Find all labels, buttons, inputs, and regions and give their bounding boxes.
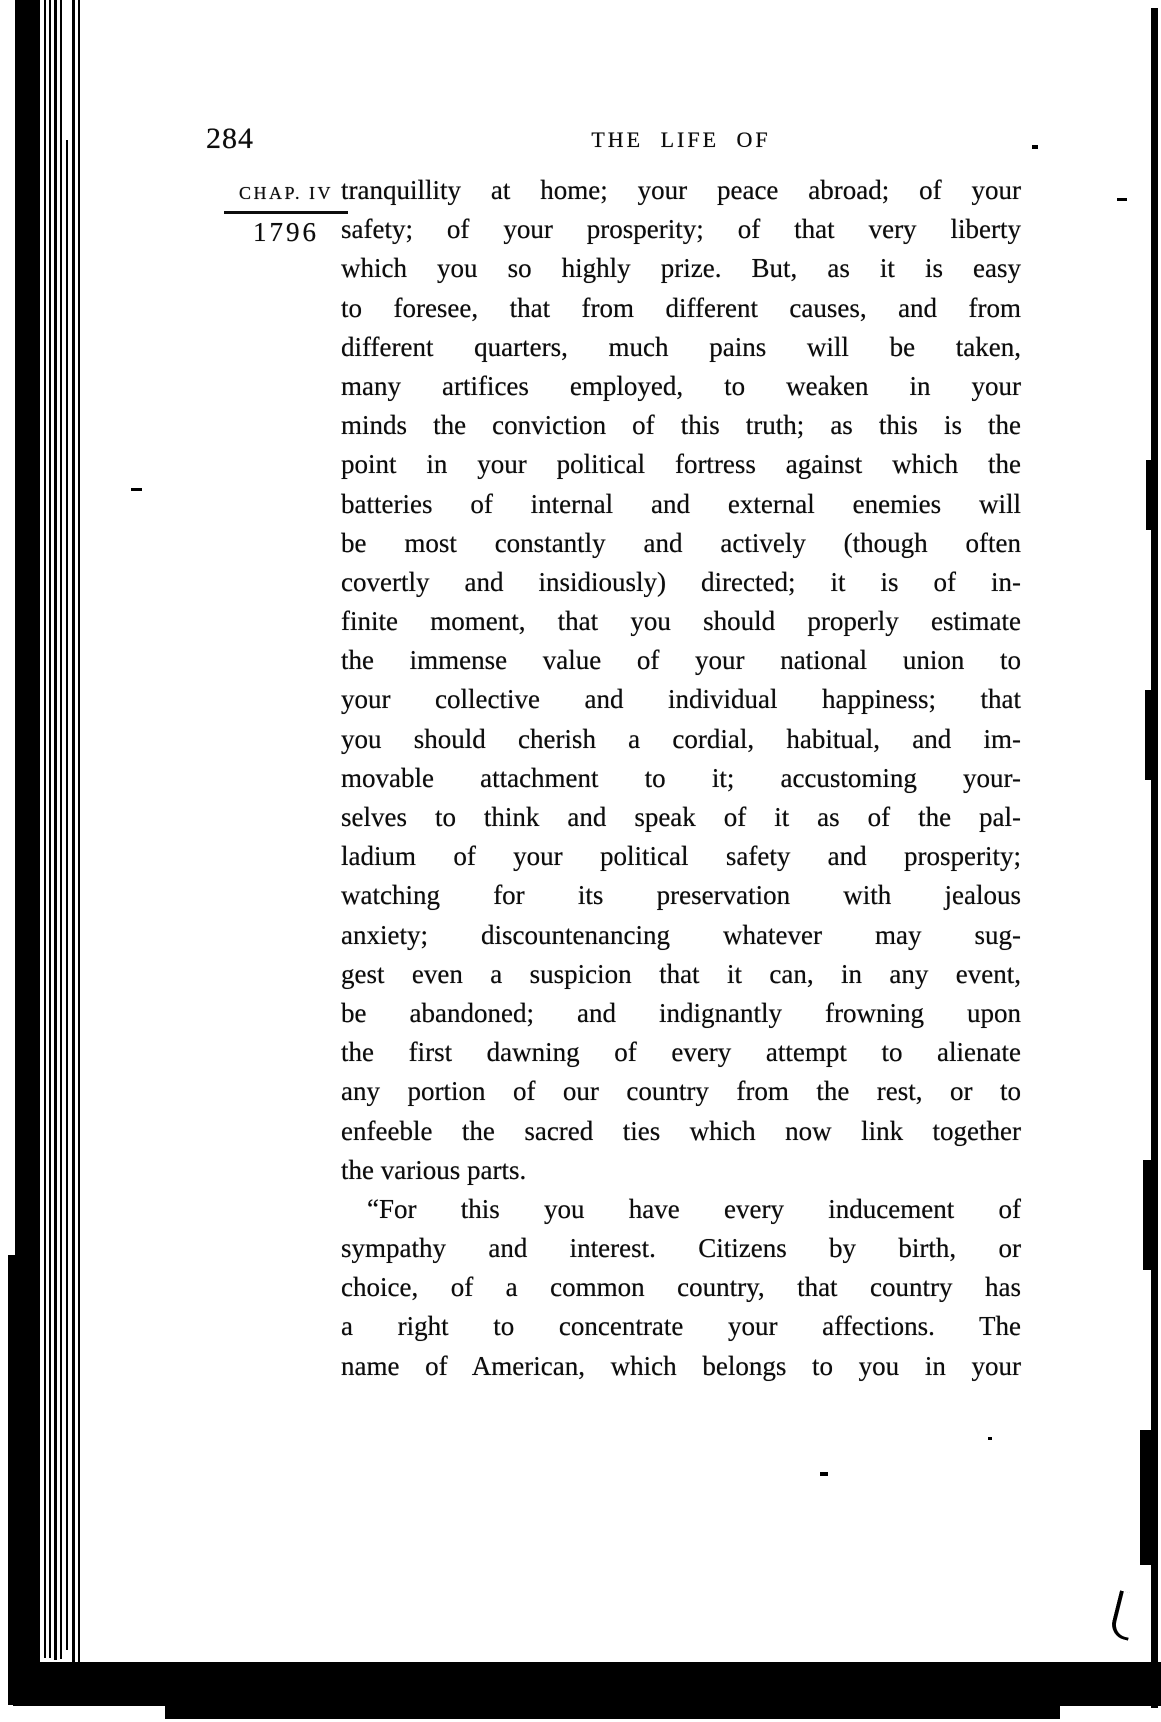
text-line: gest even a suspicion that it can, in any event, — [341, 958, 1021, 989]
scan-artifact-gutter-line — [78, 0, 80, 1662]
scan-artifact-right-blob — [1143, 1160, 1153, 1270]
scan-artifact-gutter-line — [60, 0, 62, 1659]
scan-artifact-right-blob — [1145, 690, 1155, 780]
text-line: many artifices employed, to weaken in your — [341, 370, 1021, 401]
text-line: covertly and insidiously) directed; it is of in- — [341, 566, 1021, 597]
scan-artifact-bottom-band — [13, 1662, 1161, 1706]
text-line: to foresee, that from different causes, and from — [341, 292, 1021, 323]
sidenote — [224, 183, 348, 248]
text-line: different quarters, much pains will be taken, — [341, 331, 1021, 362]
text-line: a right to concentrate your affections. The — [341, 1311, 1021, 1342]
text-line: finite moment, that you should properly estimate — [341, 606, 1021, 637]
page-number: 284 — [206, 122, 254, 155]
scan-artifact-speck — [131, 488, 142, 491]
scan-artifact-speck — [820, 1472, 828, 1476]
text-line: enfeeble the sacred ties which now link together — [341, 1115, 1021, 1146]
scan-artifact-right-blob — [1130, 1678, 1148, 1692]
text-line: “For this you have every inducement of — [367, 1193, 1021, 1224]
text-line: ladium of your political safety and prosperity; — [341, 841, 1021, 872]
scan-artifact-speck — [1117, 198, 1127, 201]
text-line: you should cherish a cordial, habitual, and im- — [341, 723, 1021, 754]
scan-artifact-left-bar-widen — [8, 1255, 24, 1705]
scan-artifact-bottom-streak — [165, 1706, 1060, 1719]
sidenote-chapter: CHAP. IV — [238, 183, 333, 203]
text-line: watching for its preservation with jealous — [341, 880, 1021, 911]
scan-artifact-speck — [988, 1437, 992, 1440]
text-line: your collective and individual happiness; that — [341, 684, 1021, 715]
scan-artifact-curl-mark — [1109, 1590, 1140, 1640]
scan-artifact-right-blob — [1140, 1430, 1153, 1565]
text-line: any portion of our country from the rest, or to — [341, 1076, 1021, 1107]
sidenote-rule — [224, 211, 348, 214]
scan-artifact-gutter-line — [49, 0, 51, 1658]
text-line: the immense value of your national union to — [341, 645, 1021, 676]
text-line: the first dawning of every attempt to alienate — [341, 1037, 1021, 1068]
running-header: THE LIFE OF — [591, 127, 771, 152]
text-line: name of American, which belongs to you in your — [341, 1350, 1021, 1381]
scan-artifact-right-blob — [1146, 460, 1155, 530]
body-text — [341, 171, 1021, 1386]
text-line: batteries of internal and external enemies will — [341, 488, 1021, 519]
scan-artifact-gutter-line — [66, 140, 68, 1650]
text-line: movable attachment to it; accustoming your- — [341, 762, 1021, 793]
text-line: selves to think and speak of it as of the pal- — [341, 802, 1021, 832]
text-line: be most constantly and actively (though often — [341, 527, 1021, 558]
scan-artifact-speck — [1032, 145, 1038, 149]
text-line: safety; of your prosperity; of that very liberty — [341, 214, 1021, 245]
sidenote-year: 1796 — [253, 217, 319, 247]
text-line: be abandoned; and indignantly frowning upon — [341, 997, 1021, 1028]
text-line: minds the conviction of this truth; as this is the — [341, 410, 1021, 441]
scan-artifact-gutter-line — [44, 0, 46, 1658]
text-line: tranquillity at home; your peace abroad; of your — [341, 175, 1021, 205]
text-line: point in your political fortress against which the — [341, 449, 1021, 480]
scan-artifact-gutter-line — [54, 0, 57, 1660]
scan-artifact-gutter-line — [72, 0, 75, 1662]
text-line: the various parts. — [341, 1154, 527, 1185]
text-line: sympathy and interest. Citizens by birth, or — [341, 1233, 1021, 1264]
text-line: which you so highly prize. But, as it is easy — [341, 253, 1021, 284]
text-line: anxiety; discountenancing whatever may sug- — [341, 919, 1021, 950]
text-line: choice, of a common country, that country has — [341, 1272, 1021, 1303]
